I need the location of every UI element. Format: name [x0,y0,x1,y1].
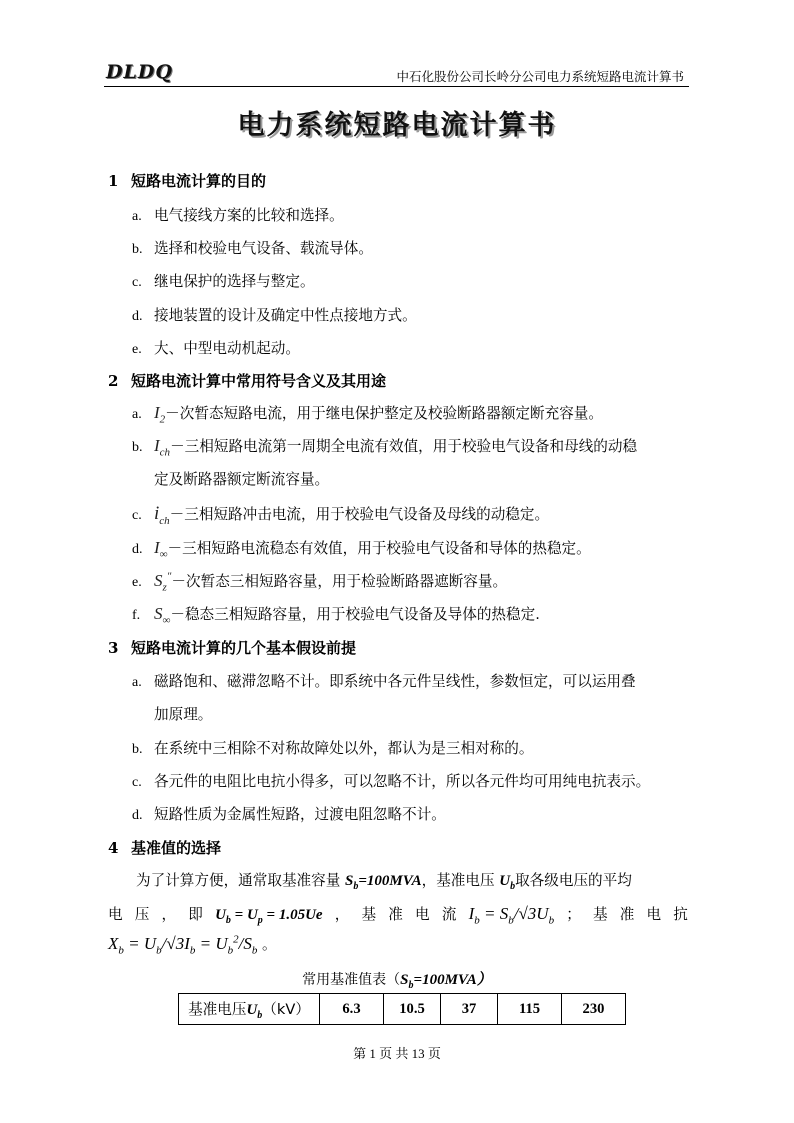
table-cell: 37 [441,994,498,1025]
section-4-heading [108,837,221,858]
item-label: a. [132,407,142,422]
symbol: $I_{ch}$ [154,436,171,459]
item-text: －稳态三相短路容量，用于校验电气设备及导体的热稳定. [170,606,540,623]
item-text: －三相短路冲击电流，用于校验电气设备及母线的动稳定。 [169,506,550,523]
text: 流 [441,906,457,923]
table-cell: 10.5 [384,994,441,1025]
table-cell: 230 [562,994,626,1025]
item-label: d. [132,808,143,823]
list-item [132,304,417,325]
item-label: d. [132,309,143,324]
item-label: c. [132,275,142,290]
list-item [132,570,507,593]
symbol: $S_z^"$ [154,570,172,594]
symbol: $i_{ch}$ [154,503,170,527]
base-value-paragraph-line-2 [108,903,688,926]
page-footer: 第 1 页 共 13 页 [353,1046,441,1061]
text: ， [334,906,350,923]
item-text: －次暂态三相短路容量，用于检验断路器遮断容量。 [171,573,508,590]
base-value-paragraph-line-1 [108,869,688,892]
list-item [132,435,637,458]
text: 准 [388,906,403,923]
text: 基 [593,906,608,923]
symbol-sb: $S_b=100MVA$ [344,873,422,892]
item-label: c. [132,508,142,523]
text: 准 [619,906,635,923]
table-caption [0,968,794,991]
list-item-continuation: 定及断路器额定断流容量。 [154,471,330,488]
symbol: $I_2$ [154,403,166,426]
item-label: e. [132,342,142,357]
section-1-heading [108,170,266,191]
text: 压 [134,906,150,923]
section-2-heading [108,370,386,391]
company-logo: DLDQ [106,61,173,83]
text: ，基准电压 [421,872,495,889]
text: ， [161,906,177,923]
formula-up: $U_b = U_p = 1.05Ue$ [215,907,323,926]
text: 为了计算方便，通常取基准容量 [136,872,341,889]
section-3-heading [108,637,356,658]
list-item [132,503,549,527]
page-title: 电力系统短路电流计算书 [237,110,557,141]
document-name: 中石化股份公司长岭分公司电力系统短路电流计算书 [396,69,684,84]
text: 。 [261,936,277,953]
header-divider [104,86,689,87]
base-value-table [178,993,626,1025]
section-title: 短路电流计算的目的 [131,172,267,190]
text: 即 [188,906,203,923]
text: 抗 [673,906,688,923]
list-item [132,337,300,358]
symbol: $S_\infty$ [154,604,171,627]
section-number: 1 [108,172,119,190]
item-text: 短路性质为金属性短路，过渡电阻忽略不计。 [154,806,446,823]
symbol-ub: $U_b$ [499,873,516,892]
item-text: 各元件的电阻比电抗小得多，可以忽略不计，所以各元件均可用纯电抗表示。 [154,773,651,790]
section-number: 4 [108,839,119,857]
item-label: d. [132,542,143,557]
list-item [132,670,636,691]
item-text: 接地装置的设计及确定中性点接地方式。 [154,307,417,324]
table-cell: 6.3 [320,994,384,1025]
section-title: 短路电流计算的几个基本假设前提 [131,639,357,657]
item-text: 选择和校验电气设备、载流导体。 [154,240,373,257]
item-text: 电气接线方案的比较和选择。 [154,207,344,224]
row-header: 基准电压$U_b(kV)$ [179,994,320,1025]
item-text: －三相短路电流第一周期全电流有效值，用于校验电气设备和母线的动稳 [170,438,638,455]
text: 电 [646,906,662,923]
base-value-paragraph-line-3 [108,933,688,956]
item-label: c. [132,775,142,790]
list-item [132,603,540,626]
list-item-continuation: 加原理。 [154,706,213,723]
item-label: f. [132,608,141,623]
symbol: $I_\infty$ [154,538,168,561]
text: 电 [415,906,430,923]
item-label: e. [132,575,142,590]
item-label: a. [132,675,142,690]
symbol-sb: $S_b=100MVA$） [400,972,492,991]
list-item [132,770,650,791]
text: 取各级电压的平均 [515,872,632,889]
list-item [132,402,603,425]
item-text: 大、中型电动机起动。 [154,340,300,357]
item-label: b. [132,742,143,757]
table-cell: 115 [498,994,562,1025]
list-item [132,270,315,291]
section-number: 3 [108,639,119,657]
text: 常用基准值表（ [302,972,401,988]
list-item [132,204,344,225]
table-row [179,994,626,1025]
item-text: －次暂态短路电流，用于继电保护整定及校验断路器额定断充容量。 [165,405,603,422]
text: 基 [361,906,377,923]
item-text: 磁路饱和、磁滞忽略不计。即系统中各元件呈线性，参数恒定，可以运用叠 [154,673,636,690]
item-label: b. [132,440,143,455]
list-item [132,537,591,560]
text: ； [566,906,581,923]
list-item [132,237,373,258]
list-item [132,737,533,758]
item-text: 继电保护的选择与整定。 [154,273,315,290]
text: 电 [108,906,123,923]
section-number: 2 [108,372,119,390]
item-text: －三相短路电流稳态有效值，用于校验电气设备和导体的热稳定。 [167,540,591,557]
list-item [132,803,446,824]
item-text: 在系统中三相除不对称故障处以外，都认为是三相对称的。 [154,740,534,757]
formula-ib: $I_b = S_b/√3U_b$ [468,904,555,927]
section-title: 基准值的选择 [131,839,222,857]
section-title: 短路电流计算中常用符号含义及其用途 [131,372,387,390]
formula-xb: $X_b = U_b/√3I_b = U_b^2/S_b$ [108,933,258,957]
item-label: a. [132,209,142,224]
item-label: b. [132,242,143,257]
